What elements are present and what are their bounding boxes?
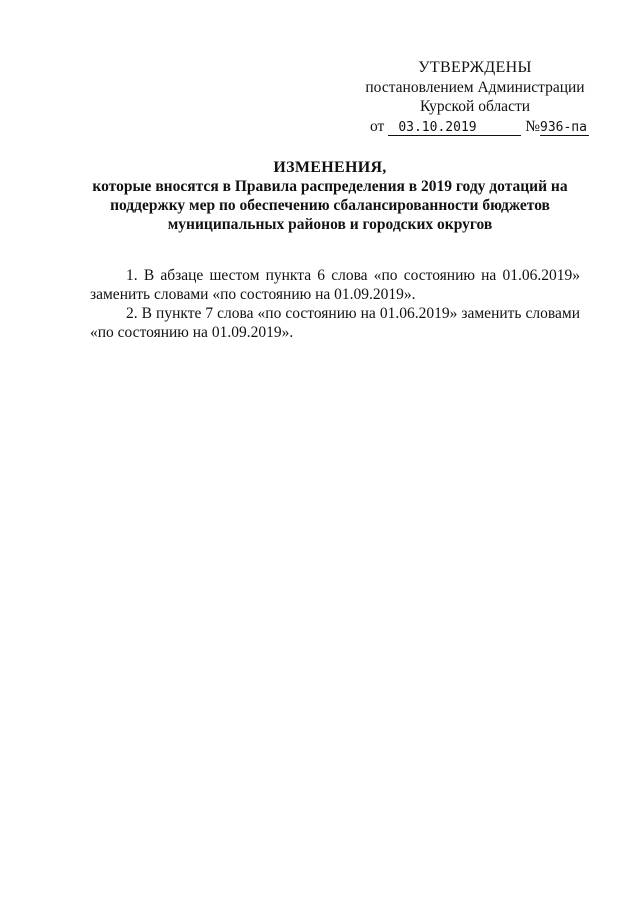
approval-region-line: Курской области bbox=[419, 98, 531, 115]
approval-issuer-line: постановлением Администрации bbox=[365, 79, 585, 96]
approval-heading: УТВЕРЖДЕНЫ bbox=[418, 59, 532, 76]
approval-date: 03.10.2019 bbox=[388, 120, 521, 136]
amendment-item-2: 2. В пункте 7 слова «по состоянию на 01.06.2019» заменить словами «по состоянию на 01.09.2019». bbox=[90, 305, 580, 341]
approval-date-line bbox=[360, 117, 590, 136]
amendment-item-1: 1. В абзаце шестом пункта 6 слова «по состоянию на 01.06.2019» заменить словами «по состоянию на 01.09.2019». bbox=[90, 267, 580, 303]
title-subtitle: которые вносятся в Правила распределения в 2019 году дотаций на поддержку мер по обеспечению сбалансированности бюджетов муниципальных районов и городских округов bbox=[92, 178, 568, 233]
approval-block bbox=[360, 58, 590, 136]
title-main: ИЗМЕНЕНИЯ, bbox=[273, 159, 387, 176]
document-title bbox=[80, 158, 580, 234]
date-prefix: от bbox=[370, 118, 385, 135]
document-body bbox=[90, 266, 580, 342]
number-prefix: № bbox=[525, 118, 540, 135]
approval-number: 936-па bbox=[540, 120, 587, 135]
